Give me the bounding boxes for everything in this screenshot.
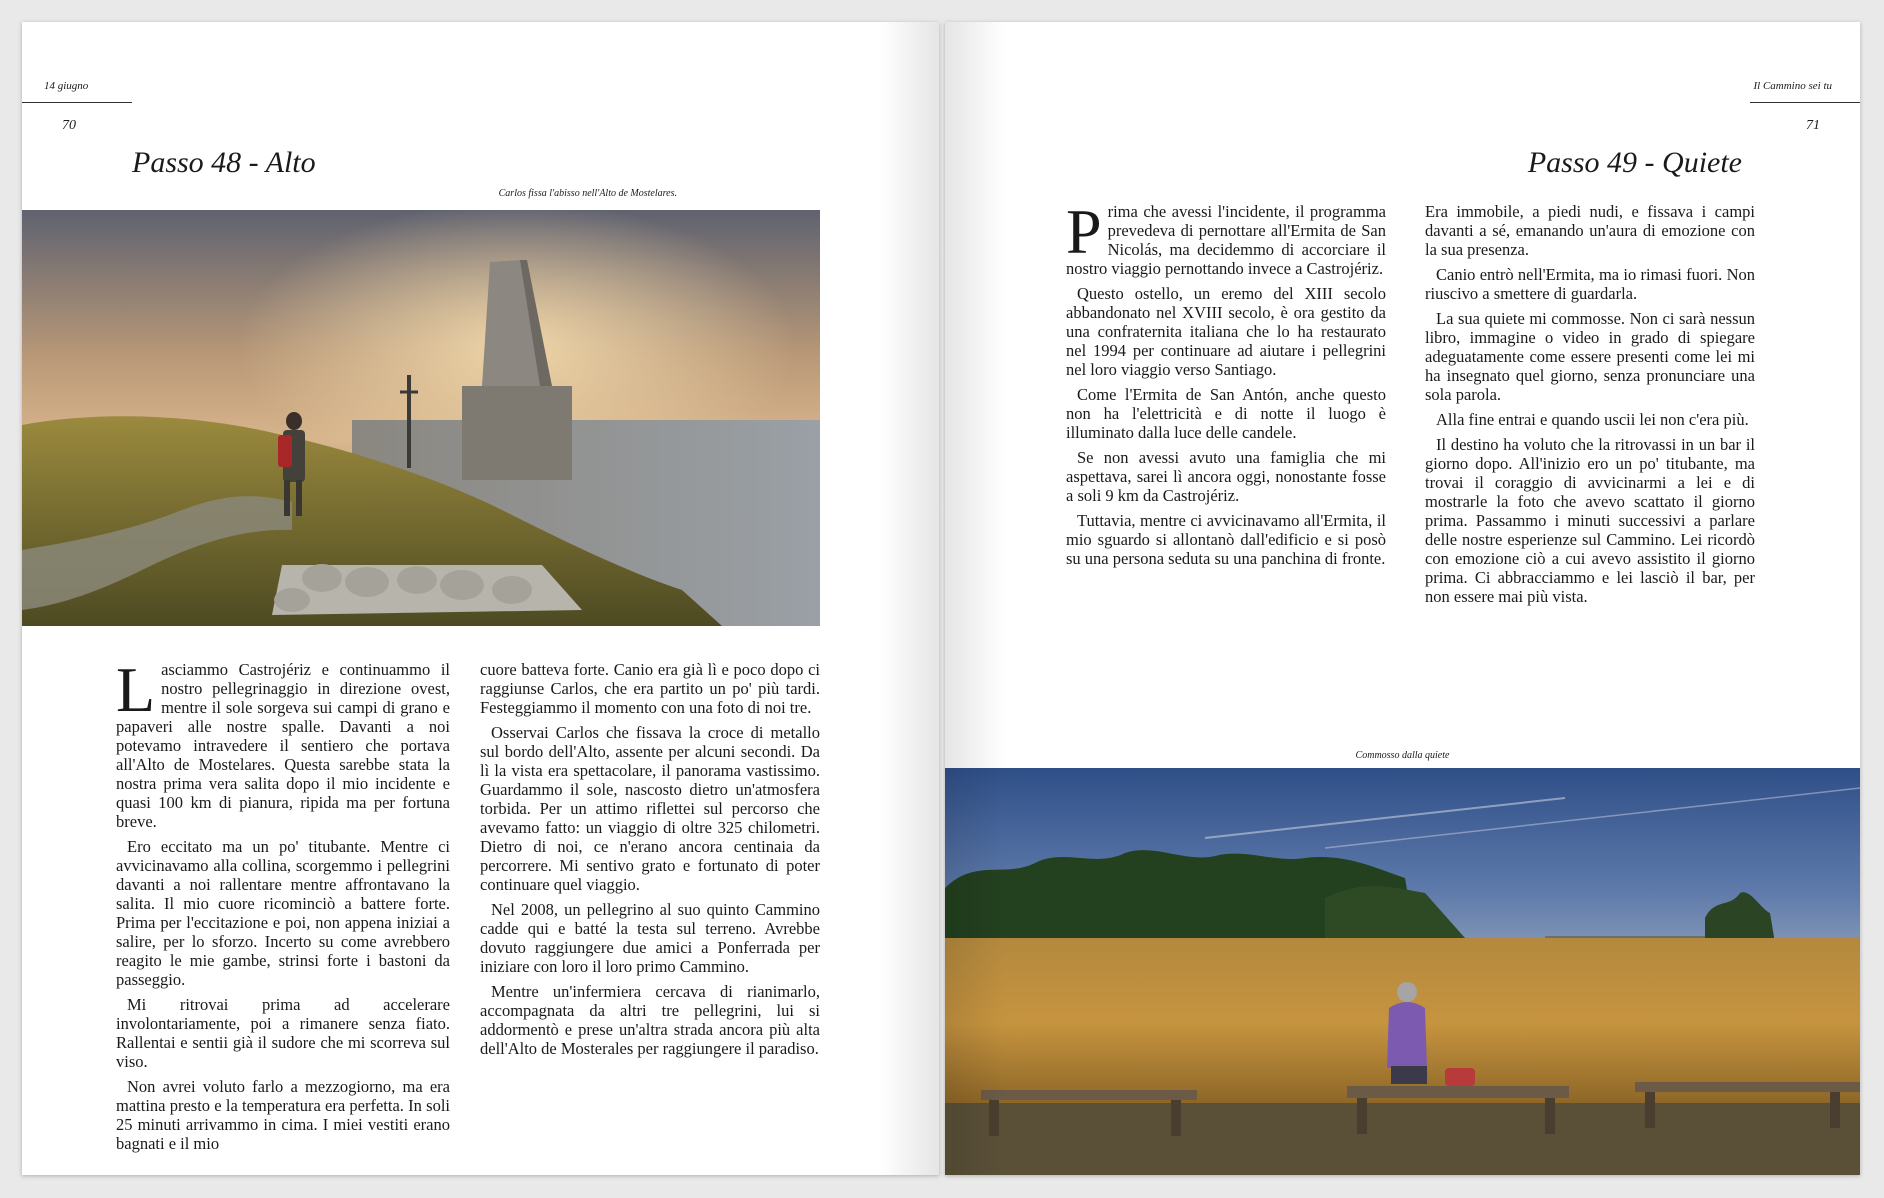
mostelares-photo: [22, 210, 820, 626]
paragraph: rima che avessi l'incidente, il programma prevedeva di pernottare all'Ermita de San Nicolás, ma decidemmo di accorciare il nostro viaggio pernottando invece a Castrojériz.: [1066, 202, 1386, 278]
paragraph: Come l'Ermita de San Antón, anche questo non ha l'elettricità e di notte il luogo è illuminato dalla luce delle candele.: [1066, 385, 1386, 442]
gutter-shadow-left: [879, 22, 939, 1175]
paragraph: Questo ostello, un eremo del XIII secolo abbandonato nel XVIII secolo, è ora gestito da una confraternita italiana che lo ha restaurato nel 1994 per continuare ad aiutare i pellegrini nel loro viaggio verso Santiago.: [1066, 284, 1386, 379]
page-number-left: 70: [62, 118, 76, 133]
left-column-1: [116, 654, 450, 1159]
paragraph: Mentre un'infermiera cercava di rianimarlo, accompagnata da altri tre pellegrini, lui si addormentò e prese un'altra strada ancora più alta dell'Alto de Mosterales per raggiungere il paradiso.: [480, 982, 820, 1058]
chapter-title-right: Passo 49 - Quiete: [1527, 146, 1742, 179]
paragraph: Nel 2008, un pellegrino al suo quinto Cammino cadde qui e batté la testa sul terreno. Avrebbe dovuto raggiungere due amici a Ponferrada per iniziare con loro il loro primo Cammino.: [480, 900, 820, 976]
right-page: [945, 22, 1860, 1175]
running-rule-right: [1750, 102, 1860, 103]
dropcap-p: P: [1066, 196, 1102, 267]
paragraph: Era immobile, a piedi nudi, e fissava i campi davanti a sé, emanando un'aura di emozione con la sua presenza.: [1425, 202, 1755, 259]
paragraph: Canio entrò nell'Ermita, ma io rimasi fuori. Non riuscivo a smettere di guardarla.: [1425, 265, 1755, 303]
paragraph: Se non avessi avuto una famiglia che mi aspettava, sarei lì ancora oggi, nonostante fosse a soli 9 km da Castrojériz.: [1066, 448, 1386, 505]
paragraph: Il destino ha voluto che la ritrovassi in un bar il giorno dopo. All'inizio ero un po' titubante, ma trovai il coraggio di avvicinarmi a lei e di mostrarle la foto che avevo scattato il giorno prima. Passammo i minuti successivi a parlare delle nostre esperienze sul Cammino. Lei ricordò con emozione ciò a cui avevo assistito il giorno prima. Ci abbracciammo e lei lasciò il bar, per non essere mai più vista.: [1425, 435, 1755, 606]
paragraph: Ero eccitato ma un po' titubante. Mentre ci avvicinavamo alla collina, scorgemmo i pellegrini davanti a noi rallentare mentre affrontavano la salita. Il mio cuore ricominciò a battere forte. Prima per l'eccitazione e poi, non appena iniziai a salire, per lo sforzo. Incerto su come avrebbero reagito le mie gambe, strinsi forte i bastoni da passeggio.: [116, 837, 450, 989]
paragraph: Mi ritrovai prima ad accelerare involontariamente, poi a rimanere senza fiato. Rallentai e sentii già il sudore che mi scorreva sul viso.: [116, 995, 450, 1071]
paragraph: Tuttavia, mentre ci avvicinavamo all'Ermita, il mio sguardo si allontanò dall'edificio e si posò su una persona seduta su una panchina di fronte.: [1066, 511, 1386, 568]
paragraph: Alla fine entrai e quando uscii lei non c'era più.: [1436, 410, 1749, 429]
photo-caption-left: Carlos fissa l'abisso nell'Alto de Mostelares.: [498, 188, 677, 199]
dropcap-l: L: [116, 654, 156, 725]
paragraph: cuore batteva forte. Canio era già lì e poco dopo ci raggiunse Carlos, che era partito un po' più tardi. Festeggiammo il momento con una foto di noi tre.: [480, 660, 820, 717]
page-number-right: 71: [1806, 118, 1820, 133]
paragraph: La sua quiete mi commosse. Non ci sarà nessun libro, immagine o video in grado di spiegare adeguatamente come essere presenti come lei mi ha insegnato quel giorno, senza pronunciare una sola parola.: [1425, 309, 1755, 404]
right-column-1: [1066, 196, 1386, 574]
photo-caption-right: Commosso dalla quiete: [1355, 750, 1450, 761]
quiete-photo: [945, 768, 1860, 1175]
paragraph: Osservai Carlos che fissava la croce di metallo sul bordo dell'Alto, assente per alcuni secondi. Da lì la vista era spettacolare, il panorama vastissimo. Guardammo il sole, nascosto dietro un'atmosfera torbida. Per un attimo riflettei sul percorso che avevamo fatto: un viaggio di oltre 325 chilometri. Dietro di noi, ce n'erano ancora centinaia da percorrere. Mi sentivo grato e fortunato di poter continuare quel viaggio.: [480, 723, 820, 894]
left-page: [22, 22, 939, 1175]
running-head-right: Il Cammino sei tu: [1753, 80, 1832, 92]
paragraph: asciammo Castrojériz e continuammo il nostro pellegrinaggio in direzione ovest, mentre il sole sorgeva sui campi di grano e papaveri alle nostre spalle. Davanti a noi potevamo intravedere il sentiero che portava all'Alto de Mostelares. Questa sarebbe stata la nostra prima vera salita dopo il mio incidente e quasi 100 km di pianura, ripida ma per fortuna breve.: [116, 660, 450, 831]
right-column-2: [1425, 202, 1755, 612]
running-rule-left: [22, 102, 132, 103]
chapter-title-left: Passo 48 - Alto: [132, 146, 316, 179]
left-column-2: [480, 660, 820, 1064]
running-head-left: 14 giugno: [44, 80, 89, 92]
paragraph: Non avrei voluto farlo a mezzogiorno, ma era mattina presto e la temperatura era perfetta. In soli 25 minuti arrivammo in cima. I miei vestiti erano bagnati e il mio: [116, 1077, 450, 1153]
